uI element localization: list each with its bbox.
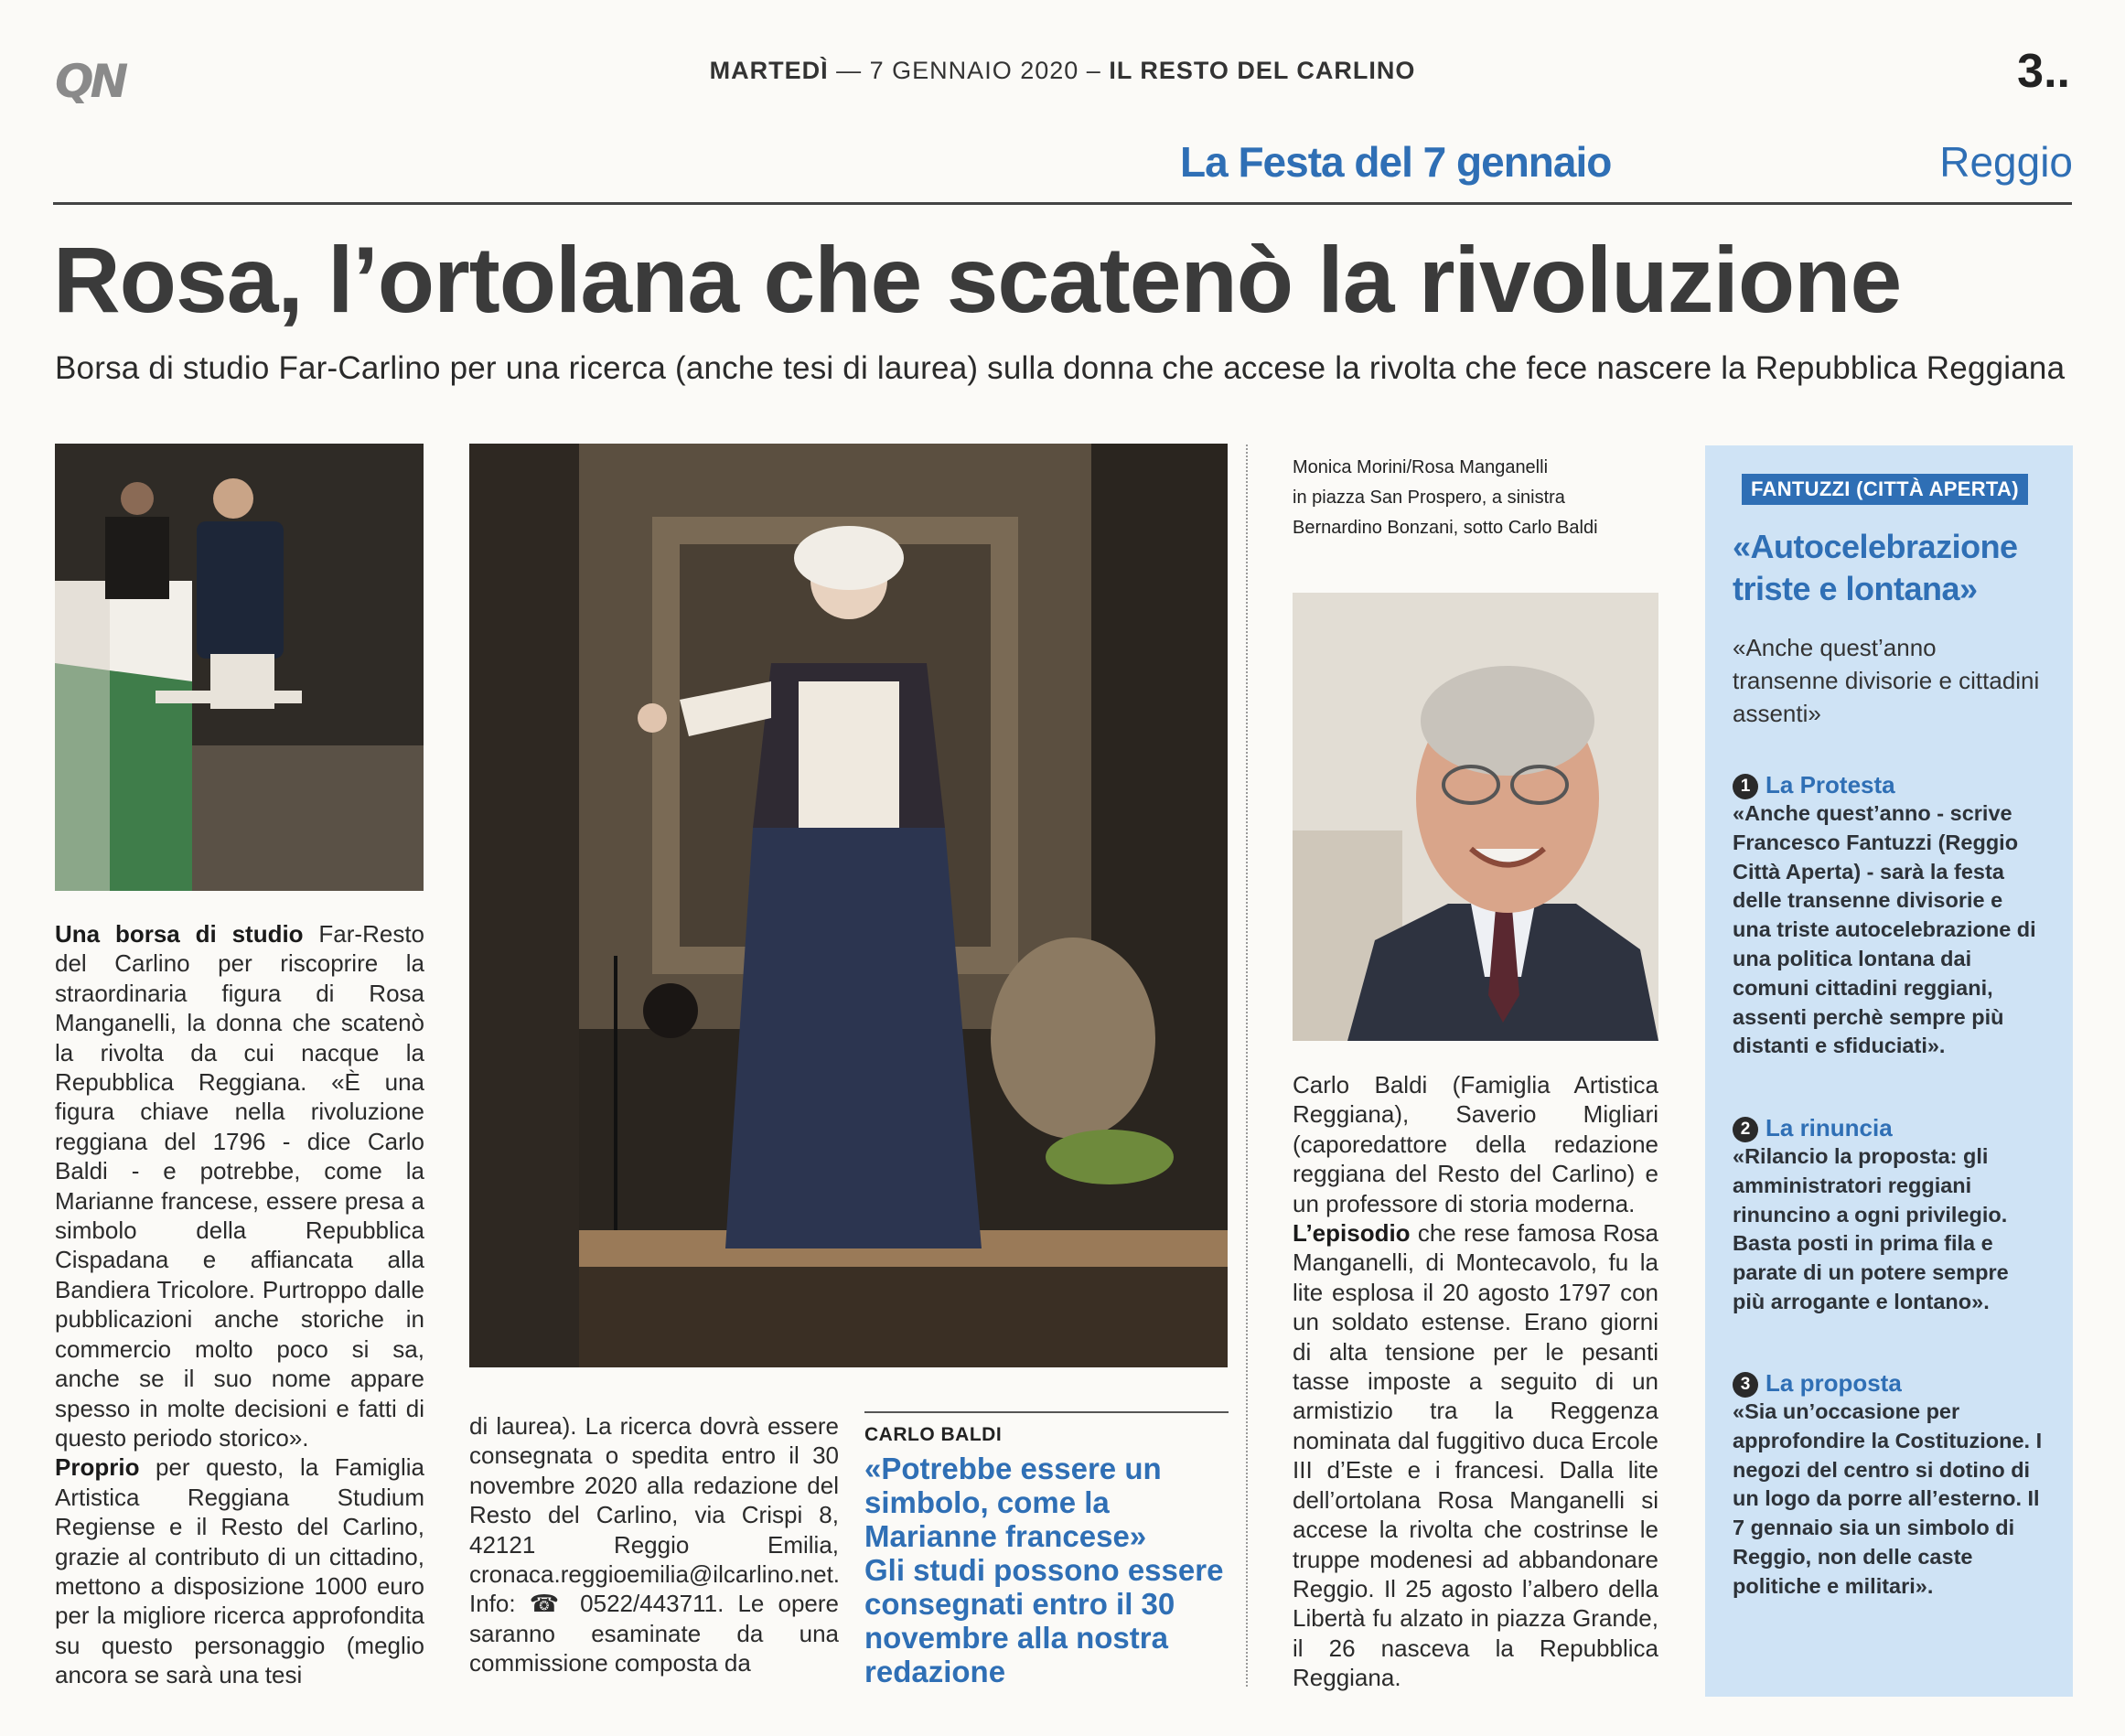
sidebar-item-heading: La proposta bbox=[1765, 1369, 1902, 1397]
photo-caption bbox=[1293, 453, 1677, 543]
sidebar-item-text: «Anche quest’anno - scrive Francesco Fantuzzi (Reggio Città Aperta) - sarà la festa delle transenne divisorie e una triste autocelebrazione di una politica lontana dai comuni cittadini reggiani, assenti perchè sempre più distanti e sfiduciati». bbox=[1733, 801, 2036, 1058]
photo-theatre-scene bbox=[55, 444, 424, 891]
paragraph: Carlo Baldi (Famiglia Artistica Reggiana), Saverio Migliari (caporedattore della redazione reggiana del Resto del Carlino) e un professore di storia moderna. bbox=[1293, 1071, 1658, 1217]
sidebar-tag: FANTUZZI (CITTÀ APERTA) bbox=[1742, 474, 2028, 505]
sidebar-intro: «Anche quest’anno transenne divisorie e cittadini assenti» bbox=[1733, 634, 2040, 727]
article-column-1 bbox=[55, 919, 424, 1690]
header-rule bbox=[53, 202, 2072, 205]
sidebar-item-heading: La Protesta bbox=[1765, 771, 1895, 798]
sidebar-item-heading: La rinuncia bbox=[1765, 1114, 1893, 1141]
city-label: Reggio bbox=[1939, 138, 2073, 186]
quote-line: «Potrebbe essere un simbolo, come la Marianne francese» bbox=[864, 1452, 1162, 1553]
caption-line: Monica Morini/Rosa Manganelli bbox=[1293, 457, 1549, 477]
photo-theatre-illustration bbox=[55, 444, 424, 891]
lead-in: L’episodio bbox=[1293, 1219, 1411, 1248]
photo-portrait-illustration bbox=[1293, 593, 1658, 1041]
quote-author: CARLO BALDI bbox=[864, 1424, 1003, 1445]
quote-box bbox=[864, 1411, 1229, 1692]
number-badge: 2 bbox=[1733, 1117, 1758, 1142]
dateline-day: MARTEDÌ bbox=[709, 57, 829, 84]
paragraph: che rese famosa Rosa Manganelli, di Montecavolo, fu la lite esplosa il 20 agosto 1797 con un soldato estense. Erano giorni di alta tensione per le pesanti tasse imposte a seguito di un armistizio tra la Reggenza nominata dal fuggitivo duca Ercole III d’Este e i francesi. Dalla lite dell’ortolana Rosa Manganelli si accese la rivolta che costrinse le truppe modenesi ad abbandonare Reggio. Il 25 agosto l’albero della Libertà fu alzato in piazza Grande, il 26 nasceva la Repubblica Reggiana. bbox=[1293, 1219, 1658, 1692]
sidebar-item bbox=[1733, 1114, 2044, 1317]
lead-in: Una borsa di studio bbox=[55, 920, 304, 948]
sidebar-item-text: «Rilancio la proposta: gli amministratori reggiani rinuncino a ogni privilegio. Basta posti in prima fila e parate di un potere sempre più arrogante e lontano». bbox=[1733, 1144, 2009, 1313]
number-badge: 1 bbox=[1733, 774, 1758, 799]
caption-line: Bernardino Bonzani, sotto Carlo Baldi bbox=[1293, 518, 1598, 538]
dateline: MARTEDÌ — 7 GENNAIO 2020 – IL RESTO DEL CARLINO bbox=[709, 57, 1416, 84]
number-badge: 3 bbox=[1733, 1372, 1758, 1398]
paragraph: di laurea). La ricerca dovrà essere consegnata o spedita entro il 30 novembre 2020 alla redazione del Resto del Carlino, via Crispi 8, 42121 Reggio Emilia, cronaca.reggioemilia@ilcarlino.net. Info: ☎ 0522/443711. Le opere saranno esaminate da una commissione composta da bbox=[469, 1412, 841, 1677]
paragraph: per questo, la Famiglia Artistica Reggiana Studium Regiense e il Resto del Carlino, grazie al contributo di un cittadino, mettono a disposizione 1000 euro per la migliore ricerca approfondita su questo personaggio (meglio ancora se sarà una tesi bbox=[55, 1453, 424, 1689]
article-column-3 bbox=[1293, 1070, 1658, 1693]
page-number: 3.. bbox=[2017, 45, 2070, 98]
lead-in: Proprio bbox=[55, 1453, 140, 1482]
section-title: La Festa del 7 gennaio bbox=[1180, 138, 1612, 186]
paragraph: Far-Resto del Carlino per riscoprire la straordinaria figura di Rosa Manganelli, la donna che scatenò la rivolta da cui nacque la Repubblica Reggiana. «È una figura chiave nella rivoluzione reggiana del 1796 - dice Carlo Baldi - e potrebbe, come la Marianne francese, essere presa a simbolo della Repubblica Cispadana e affiancata alla Bandiera Tricolore. Purtroppo dalle pubblicazioni anche storiche in commercio molto poco si sa, anche se il suo nome appare spesso in molte decisioni e fatti di questo periodo storico». bbox=[55, 920, 424, 1452]
column-separator bbox=[1246, 445, 1249, 1687]
newspaper-logo: QN bbox=[55, 55, 125, 108]
sidebar-item-text: «Sia un’occasione per approfondire la Costituzione. I negozi del centro si dotino di un logo da porre all’esterno. Il 7 gennaio sia un simbolo di Reggio, non delle caste politiche e militari». bbox=[1733, 1399, 2043, 1598]
photo-stage-illustration bbox=[469, 444, 1228, 1367]
photo-rosa-on-stage bbox=[469, 444, 1228, 1367]
article-headline: Rosa, l’ortolana che scatenò la rivoluzione bbox=[53, 228, 1902, 332]
sidebar-item bbox=[1733, 771, 2044, 1061]
sidebar-title: «Autocelebrazione triste e lontana» bbox=[1733, 528, 2018, 607]
dateline-newspaper: IL RESTO DEL CARLINO bbox=[1109, 57, 1416, 84]
quote-text bbox=[864, 1452, 1230, 1688]
caption-line: in piazza San Prospero, a sinistra bbox=[1293, 488, 1565, 508]
dateline-date: 7 GENNAIO 2020 bbox=[869, 57, 1079, 84]
article-column-2 bbox=[469, 1411, 839, 1678]
sidebar-item bbox=[1733, 1369, 2044, 1602]
quote-line: Gli studi possono essere consegnati entro il 30 novembre alla nostra redazione bbox=[864, 1553, 1224, 1688]
article-subhead: Borsa di studio Far-Carlino per una ricerca (anche tesi di laurea) sulla donna che accese la rivolta che fece nascere la Repubblica Reggiana bbox=[55, 350, 2066, 386]
photo-carlo-baldi bbox=[1293, 593, 1658, 1041]
